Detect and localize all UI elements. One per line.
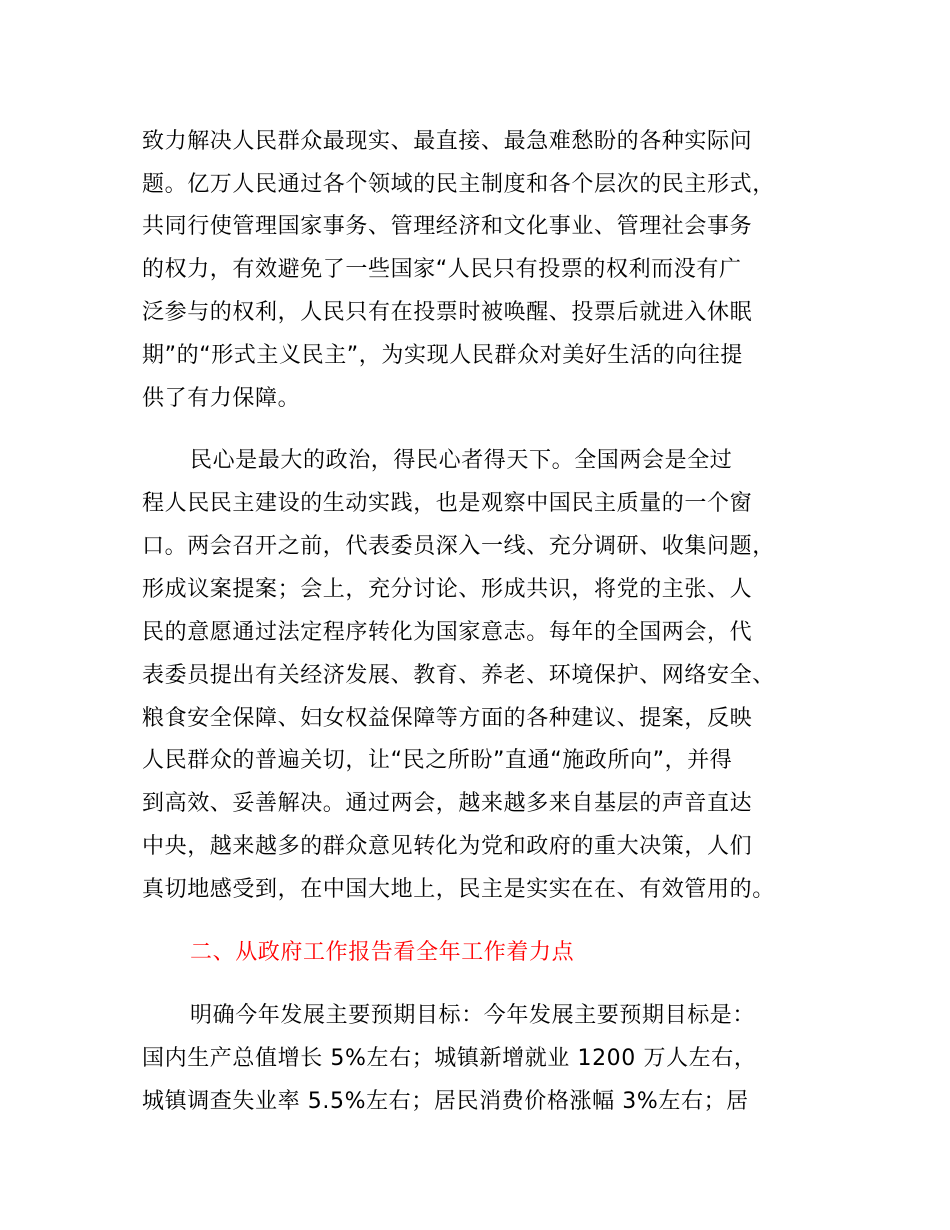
text-line: 供了有力保障。 [142,386,301,411]
text-line: 题。亿万人民通过各个领域的民主制度和各个层次的民主形式， [142,172,775,197]
text-line: 人民群众的普遍关切，让“民之所盼”直通“施政所向”，并得 [142,748,733,773]
text-line: 的权力，有效避免了一些国家“人民只有投票的权利而没有广 [142,257,742,282]
text-line: 程人民民主建设的生动实践，也是观察中国民主质量的一个窗 [142,491,753,516]
text-line: 民心是最大的政治，得民心者得天下。全国两会是全过 [190,448,733,473]
text-line: 口。两会召开之前，代表委员深入一线、充分调研、收集问题， [142,534,775,559]
text-line: 明确今年发展主要预期目标：今年发展主要预期目标是： [190,1003,756,1028]
text-line: 民的意愿通过法定程序转化为国家意志。每年的全国两会，代 [142,620,753,645]
text-line: 形成议案提案；会上，充分讨论、形成共识，将党的主张、人 [142,577,753,602]
text-line: 国内生产总值增长 5%左右；城镇新增就业 1200 万人左右， [142,1046,757,1071]
text-line: 期”的“形式主义民主”，为实现人民群众对美好生活的向往提 [142,343,743,368]
text-line: 真切地感受到，在中国大地上，民主是实实在在、有效管用的。 [142,877,775,902]
text-line: 共同行使管理国家事务、管理经济和文化事业、管理社会事务 [142,214,753,239]
text-line: 到高效、妥善解决。通过两会，越来越多来自基层的声音直达 [142,791,753,816]
text-line: 表委员提出有关经济发展、教育、养老、环境保护、网络安全、 [142,663,775,688]
section-heading: 二、从政府工作报告看全年工作着力点 [190,940,575,965]
text-line: 致力解决人民群众最现实、最直接、最急难愁盼的各种实际问 [142,129,753,154]
text-line: 粮食安全保障、妇女权益保障等方面的各种建议、提案，反映 [142,706,753,731]
text-line: 中央，越来越多的群众意见转化为党和政府的重大决策，人们 [142,834,753,859]
text-line: 泛参与的权利，人民只有在投票时被唤醒、投票后就进入休眠 [142,300,753,325]
text-line: 城镇调查失业率 5.5%左右；居民消费价格涨幅 3%左右；居 [142,1089,749,1114]
